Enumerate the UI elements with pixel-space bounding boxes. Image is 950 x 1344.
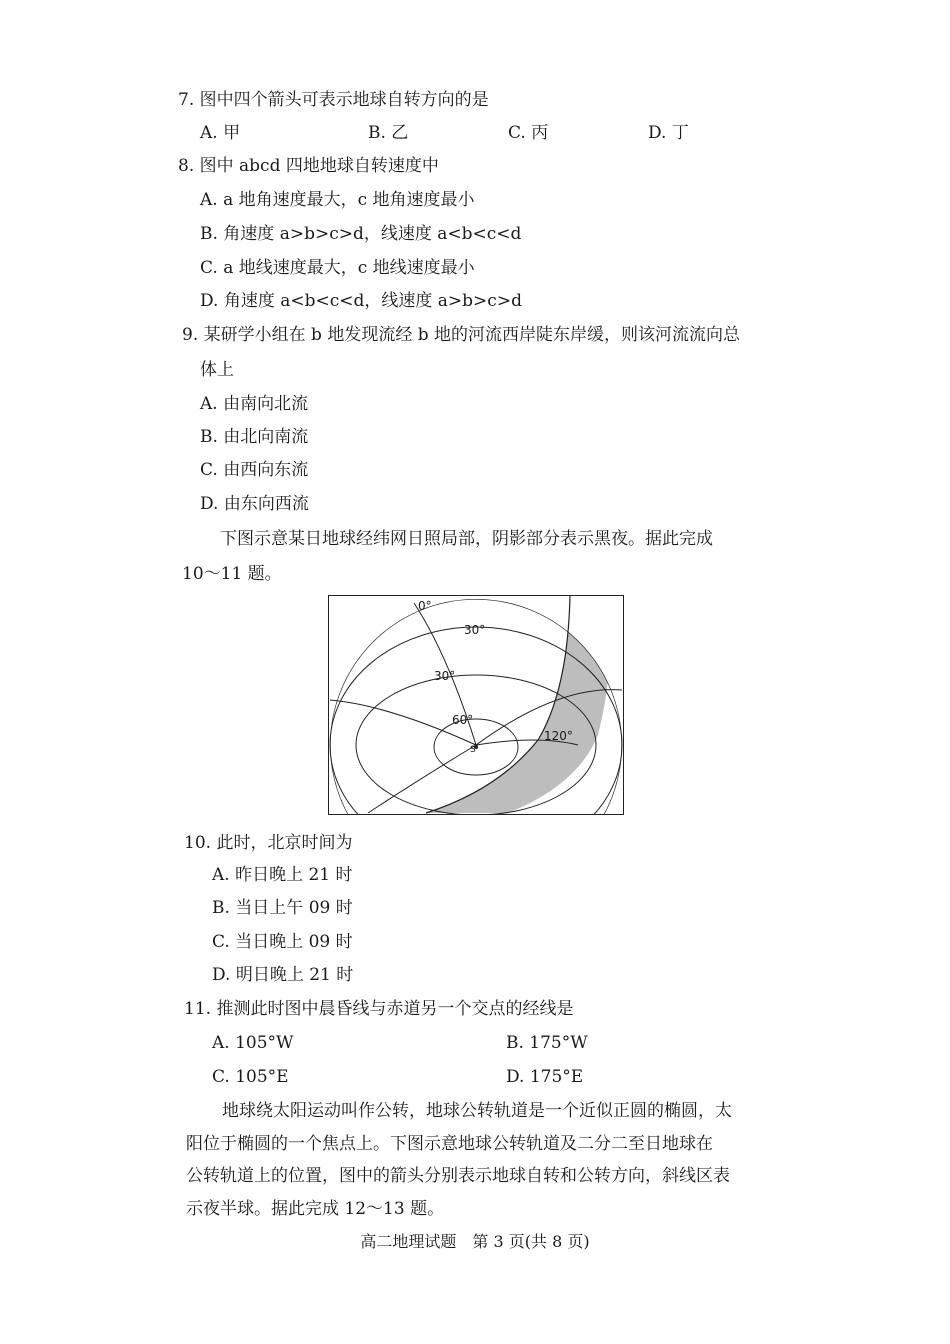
label-120deg: 120° <box>544 729 573 743</box>
q7-option-d: D. 丁 <box>648 123 689 143</box>
q7-option-b: B. 乙 <box>368 123 409 143</box>
label-60deg: 60° <box>452 713 474 727</box>
q10-option-a: A. 昨日晚上 21 时 <box>212 865 353 885</box>
q11-option-d: D. 175°E <box>506 1067 584 1087</box>
intro2-line1: 地球绕太阳运动叫作公转，地球公转轨道是一个近似正圆的椭圆，太 <box>222 1101 732 1121</box>
intro1-line1: 下图示意某日地球经纬网日照局部，阴影部分表示黑夜。据此完成 <box>220 529 713 549</box>
night-region <box>426 595 610 813</box>
q8-option-a: A. a 地角速度最大，c 地角速度最小 <box>200 190 475 210</box>
q9-stem-line2: 体上 <box>200 360 234 380</box>
q7-option-c: C. 丙 <box>508 123 549 143</box>
q7-stem: 7. 图中四个箭头可表示地球自转方向的是 <box>178 90 489 110</box>
intro1-line2: 10～11 题。 <box>182 564 282 584</box>
label-pole: S <box>470 745 476 755</box>
q9-option-b: B. 由北向南流 <box>200 427 309 447</box>
q9-option-c: C. 由西向东流 <box>200 460 309 480</box>
page-footer: 高二地理试题 第 3 页(共 8 页) <box>360 1232 590 1251</box>
q10-option-c: C. 当日晚上 09 时 <box>212 932 353 952</box>
q10-option-d: D. 明日晚上 21 时 <box>212 965 354 985</box>
q11-option-b: B. 175°W <box>506 1033 588 1053</box>
q9-option-d: D. 由东向西流 <box>200 494 309 514</box>
q9-stem-line1: 9. 某研学小组在 b 地发现流经 b 地的河流西岸陡东岸缓，则该河流流向总 <box>182 325 741 345</box>
label-30deg-lower: 30° <box>434 669 456 683</box>
q8-option-c: C. a 地线速度最大，c 地线速度最小 <box>200 258 475 278</box>
label-30deg-upper: 30° <box>464 623 486 637</box>
q8-option-b: B. 角速度 a>b>c>d，线速度 a<b<c<d <box>200 224 522 244</box>
q8-stem: 8. 图中 abcd 四地地球自转速度中 <box>178 156 439 176</box>
q11-option-a: A. 105°W <box>212 1033 294 1053</box>
q10-stem: 10. 此时，北京时间为 <box>184 833 353 853</box>
intro2-line3: 公转轨道上的位置，图中的箭头分别表示地球自转和公转方向，斜线区表 <box>186 1166 730 1186</box>
q11-option-c: C. 105°E <box>212 1067 289 1087</box>
q11-stem: 11. 推测此时图中晨昏线与赤道另一个交点的经线是 <box>184 999 574 1019</box>
graticule-figure <box>328 595 624 815</box>
q7-option-a: A. 甲 <box>200 123 241 143</box>
q10-option-b: B. 当日上午 09 时 <box>212 898 353 918</box>
intro2-line4: 示夜半球。据此完成 12～13 题。 <box>186 1199 445 1219</box>
q8-option-d: D. 角速度 a<b<c<d，线速度 a>b>c>d <box>200 291 522 311</box>
q9-option-a: A. 由南向北流 <box>200 394 309 414</box>
label-0deg: 0° <box>418 599 432 613</box>
intro2-line2: 阳位于椭圆的一个焦点上。下图示意地球公转轨道及二分二至日地球在 <box>186 1134 713 1154</box>
